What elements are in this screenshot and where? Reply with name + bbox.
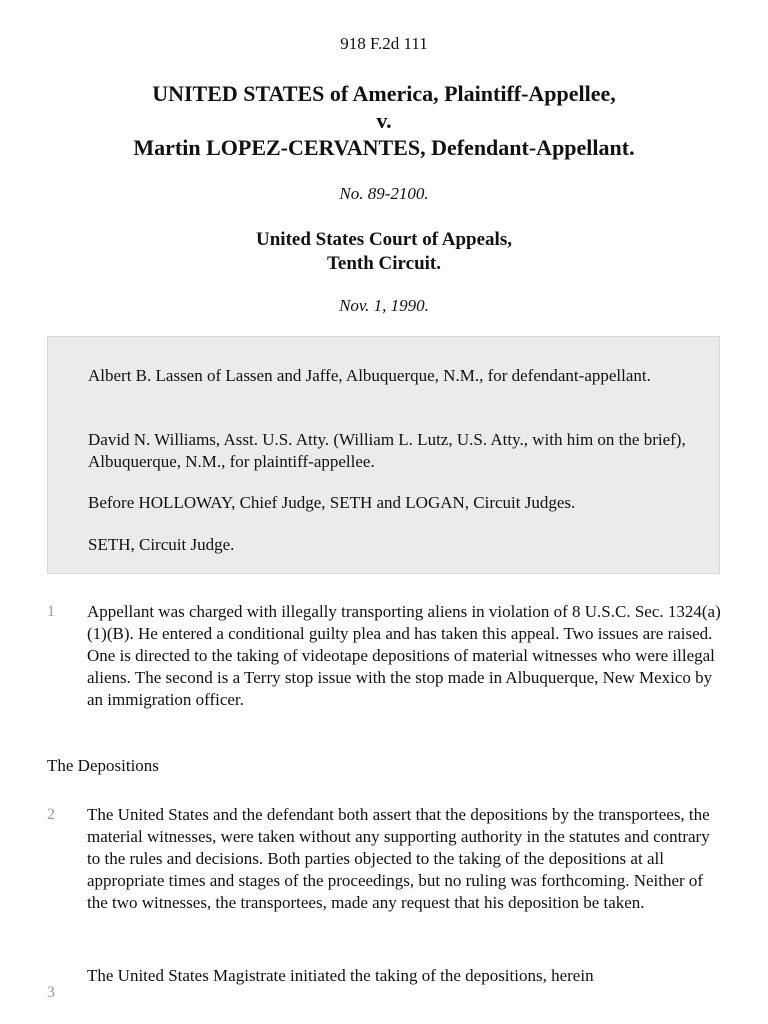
paragraph-text: The United States and the defendant both assert that the depositions by the transportees, the material witnesses, were taken without any supporting authority in the statutes and contrary to the rules and decisions. Both parties objected to the taking of the depositions at all appropriate times and stages of the proceedings, but no ruling was forthcoming. Neither of the two witnesses, the transportees, made any request that his deposition be taken. [87,805,710,912]
paragraph-text: The United States Magistrate initiated the taking of the depositions, herein [87,966,594,985]
paragraph-number: 1 [47,603,55,620]
caption-defendant: Martin LOPEZ-CERVANTES, Defendant-Appellant. [133,135,635,160]
paragraph-text: Appellant was charged with illegally transporting aliens in violation of 8 U.S.C. Sec. 1324(a)(1)(B). He entered a conditional guilty plea and has taken this appeal. Two issues are raised. One is directed to the taking of videotape depositions of material witnesses who were illegal aliens. The second is a Terry stop issue with the stop made in Albuquerque, New Mexico by an immigration officer. [87,602,721,709]
counsel-panel [47,336,720,574]
court-name-line1: United States Court of Appeals, [256,229,512,250]
decision-date: Nov. 1, 1990. [339,296,429,315]
court-name [0,228,768,276]
caption-plaintiff: UNITED STATES of America, Plaintiff-Appellee, [152,81,616,106]
plaintiff-counsel: David N. Williams, Asst. U.S. Atty. (William L. Lutz, U.S. Atty., with him on the brief), Albuquerque, N.M., for plaintiff-appellee. [88,430,686,471]
paragraph-number: 2 [47,806,55,823]
case-caption [0,80,768,161]
opinion-author: SETH, Circuit Judge. [88,535,235,554]
docket-number: No. 89-2100. [339,184,429,203]
court-name-line2: Tenth Circuit. [326,253,442,274]
section-heading: The Depositions [47,756,159,775]
case-citation: 918 F.2d 111 [340,34,428,53]
paragraph-number: 3 [47,984,55,1001]
judges-panel: Before HOLLOWAY, Chief Judge, SETH and LOGAN, Circuit Judges. [88,493,576,512]
defendant-counsel: Albert B. Lassen of Lassen and Jaffe, Albuquerque, N.M., for defendant-appellant. [88,366,651,385]
caption-versus: v. [376,108,392,133]
